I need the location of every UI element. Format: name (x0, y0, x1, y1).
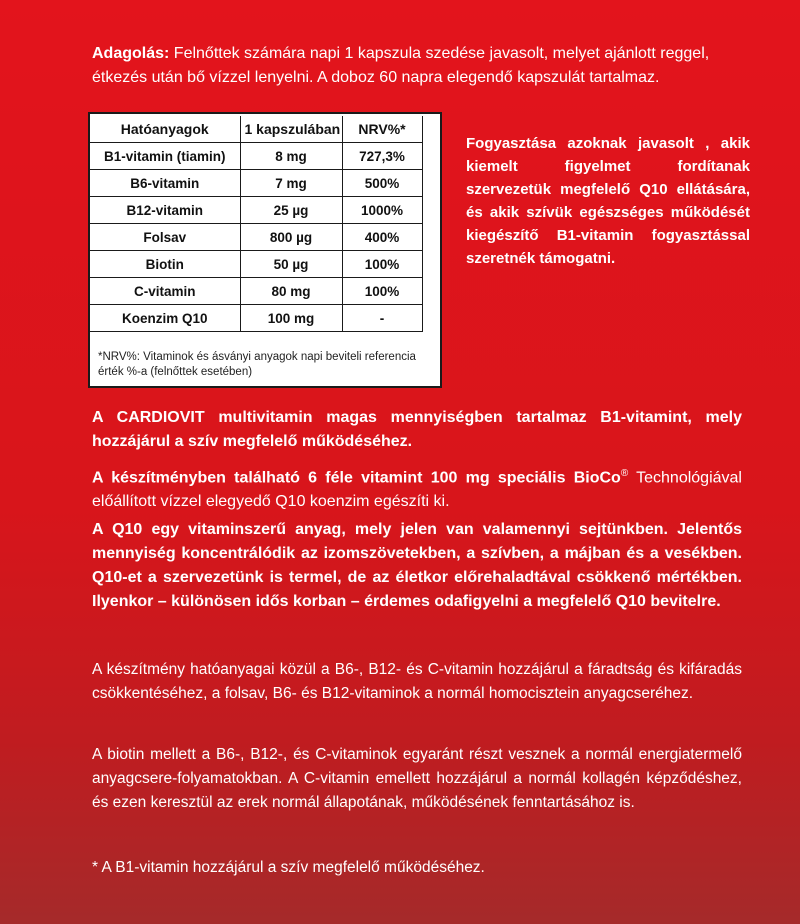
ingredient-nrv: - (342, 305, 422, 332)
technology-paragraph (92, 462, 742, 514)
ingredient-amount: 80 mg (240, 278, 342, 305)
ingredient-nrv: 500% (342, 170, 422, 197)
header-per-capsule: 1 kapszulában (240, 116, 342, 143)
ingredient-name: Koenzim Q10 (90, 305, 240, 332)
nutrition-table (90, 116, 423, 332)
table-row (90, 278, 422, 305)
ingredient-nrv: 100% (342, 251, 422, 278)
header-nrv: NRV%* (342, 116, 422, 143)
technology-text-rest: Technológiával előállított vízzel elegyedő Q10 koenzim egészíti ki. (92, 469, 742, 511)
ingredient-nrv: 400% (342, 224, 422, 251)
ingredient-nrv: 100% (342, 278, 422, 305)
ingredient-name: C-vitamin (90, 278, 240, 305)
header-ingredient: Hatóanyagok (90, 116, 240, 143)
registered-mark: ® (620, 468, 629, 479)
footnote-paragraph: * A B1-vitamin hozzájárul a szív megfelelő működéséhez. (92, 859, 485, 876)
dosage-paragraph (92, 42, 732, 90)
intro-paragraph: A CARDIOVIT multivitamin magas mennyiségben tartalmaz B1-vitamint, mely hozzájárul a szív megfelelő működéséhez. (92, 409, 742, 450)
technology-text: A készítményben található 6 féle vitamint 100 mg speciális BioCo (92, 469, 621, 487)
ingredient-amount: 800 µg (240, 224, 342, 251)
table-row (90, 224, 422, 251)
energy-paragraph: A biotin mellett a B6-, B12-, és C-vitaminok egyaránt részt vesznek a normál energiatermelő anyagcsere-folyamatokban. A C-vitamin emellett hozzájárul a normál kollagén képződéshez, és ezen keresztül az erek normál állapotának, működésének fenntartásához is. (92, 746, 742, 811)
table-header-row (90, 116, 422, 143)
table-row (90, 197, 422, 224)
ingredient-amount: 50 µg (240, 251, 342, 278)
ingredient-name: Folsav (90, 224, 240, 251)
ingredient-name: B6-vitamin (90, 170, 240, 197)
dosage-label: Adagolás: (92, 45, 170, 62)
fatigue-paragraph: A készítmény hatóanyagai közül a B6-, B12- és C-vitamin hozzájárul a fáradtság és kifáradás csökkentéséhez, a folsav, B6- és B12-vitaminok a normál homocisztein anyagcseréhez. (92, 661, 742, 702)
table-row (90, 143, 422, 170)
nrv-footnote: *NRV%: Vitaminok és ásványi anyagok napi beviteli referencia érték %-a (felnőttek esetében) (98, 351, 416, 378)
ingredient-nrv: 1000% (342, 197, 422, 224)
table-row (90, 305, 422, 332)
table-row (90, 251, 422, 278)
recommendation-note: Fogyasztása azoknak javasolt , akik kiemelt figyelmet fordítanak szervezetük megfelelő Q10 ellátására, és akik szívük egészséges működését kiegészítő B1-vitamin fogyasztással szeretnék támogatni. (466, 135, 750, 267)
ingredient-amount: 100 mg (240, 305, 342, 332)
dosage-text: Felnőttek számára napi 1 kapszula szedése javasolt, melyet ajánlott reggel, étkezés után bő vízzel lenyelni. A doboz 60 napra elegendő kapszulát tartalmaz. (92, 45, 710, 86)
ingredient-name: Biotin (90, 251, 240, 278)
ingredient-nrv: 727,3% (342, 143, 422, 170)
q10-paragraph: A Q10 egy vitaminszerű anyag, mely jelen van valamennyi sejtünkben. Jelentős mennyiség koncentrálódik az izomszövetekben, a szívben, a májban és a vesékben. Q10-et a szervezetünk is termel, de az életkor előrehaladtával csökkenő mértékben. Ilyenkor – különösen idős korban – érdemes odafigyelni a megfelelő Q10 bevitelre. (92, 521, 742, 610)
nutrition-table-box (88, 112, 442, 388)
ingredient-amount: 25 µg (240, 197, 342, 224)
ingredient-name: B1-vitamin (tiamin) (90, 143, 240, 170)
ingredient-name: B12-vitamin (90, 197, 240, 224)
ingredient-amount: 8 mg (240, 143, 342, 170)
table-row (90, 170, 422, 197)
ingredient-amount: 7 mg (240, 170, 342, 197)
